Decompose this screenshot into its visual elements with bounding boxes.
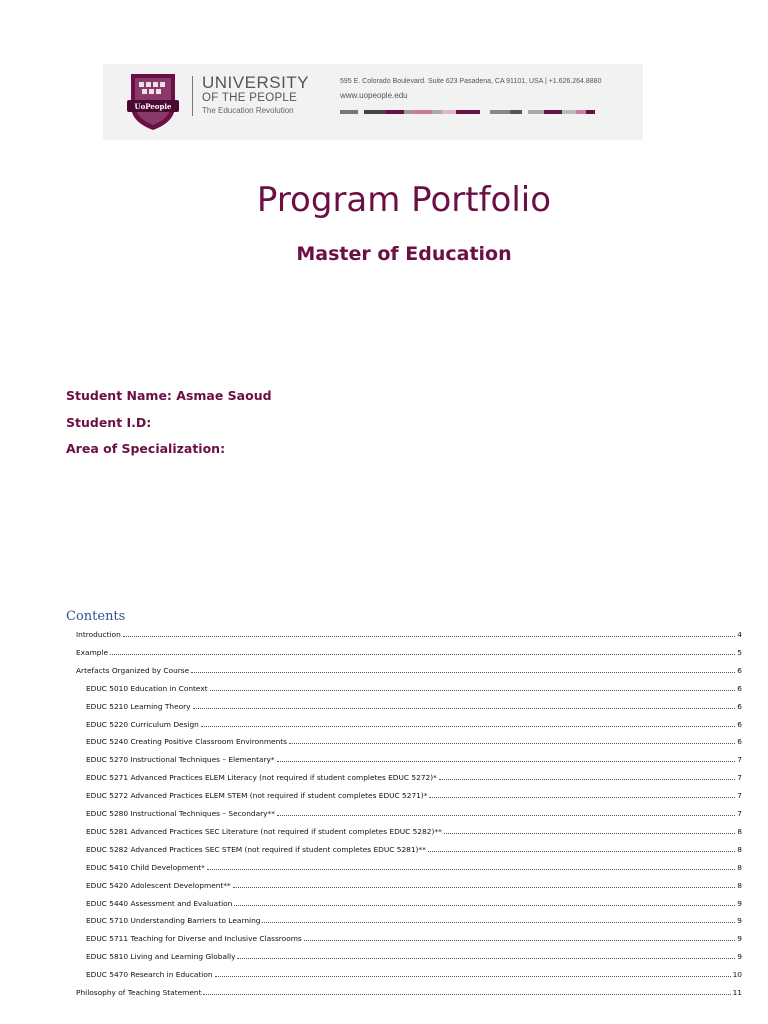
toc-dot-leader [428, 850, 735, 852]
toc-entry[interactable] [86, 840, 742, 854]
toc-entry-title: Example [76, 648, 109, 657]
toc-entry-title: EDUC 5270 Instructional Techniques – Elementary* [86, 755, 275, 764]
toc-entry[interactable] [86, 679, 742, 693]
toc-dot-leader [277, 760, 736, 762]
toc-page-number: 9 [737, 934, 742, 943]
toc-entry[interactable] [86, 786, 742, 800]
toc-entry[interactable] [86, 804, 742, 818]
toc-entry[interactable] [86, 768, 742, 782]
toc-entry-title: EDUC 5282 Advanced Practices SEC STEM (not required if student completes EDUC 5281)** [86, 845, 426, 854]
toc-entry[interactable] [86, 876, 742, 890]
toc-page-number: 9 [737, 916, 742, 925]
toc-page-number: 8 [737, 881, 742, 890]
toc-page-number: 8 [737, 863, 742, 872]
toc-page-number: 9 [737, 899, 742, 908]
toc-dot-leader [429, 796, 735, 798]
specialization-field: Area of Specialization: [66, 441, 226, 456]
toc-dot-leader [110, 653, 735, 655]
toc-entry-title: Philosophy of Teaching Statement [76, 988, 202, 997]
toc-entry-title: EDUC 5420 Adolescent Development** [86, 881, 231, 890]
toc-dot-leader [201, 725, 735, 727]
toc-dot-leader [304, 939, 736, 941]
toc-entry-title: EDUC 5711 Teaching for Diverse and Inclusive Classrooms [86, 934, 302, 943]
toc-page-number: 6 [737, 684, 742, 693]
letterhead-color-strip [340, 110, 615, 114]
toc-dot-leader [210, 689, 736, 691]
toc-page-number: 8 [737, 845, 742, 854]
toc-page-number: 11 [732, 988, 742, 997]
toc-dot-leader [237, 957, 735, 959]
contents-heading: Contents [66, 609, 126, 624]
toc-entry[interactable] [76, 661, 742, 675]
logo-divider [192, 76, 193, 116]
toc-entry-title: EDUC 5281 Advanced Practices SEC Literature (not required if student completes EDUC 5282)** [86, 827, 442, 836]
toc-entry[interactable] [86, 697, 742, 711]
toc-entry[interactable] [86, 715, 742, 729]
toc-page-number: 7 [737, 755, 742, 764]
toc-page-number: 7 [737, 791, 742, 800]
toc-dot-leader [191, 671, 735, 673]
toc-dot-leader [444, 832, 736, 834]
toc-entry-title: EDUC 5240 Creating Positive Classroom Environments [86, 737, 288, 746]
toc-entry[interactable] [76, 643, 742, 657]
university-tagline: The Education Revolution [202, 106, 294, 115]
toc-entry-title: EDUC 5210 Learning Theory [86, 702, 191, 711]
toc-entry-title: Introduction [76, 630, 121, 639]
toc-dot-leader [234, 904, 735, 906]
toc-entry-title: EDUC 5410 Child Development* [86, 863, 205, 872]
toc-entry[interactable] [86, 947, 742, 961]
toc-page-number: 10 [732, 970, 742, 979]
toc-entry-title: EDUC 5272 Advanced Practices ELEM STEM (not required if student completes EDUC 5271)* [86, 791, 428, 800]
toc-dot-leader [207, 868, 735, 870]
toc-entry-title: Artefacts Organized by Course [76, 666, 190, 675]
toc-dot-leader [277, 814, 735, 816]
seal-label: UoPeople [134, 102, 172, 111]
toc-dot-leader [203, 993, 730, 995]
toc-dot-leader [439, 778, 735, 780]
letterhead [103, 64, 643, 140]
toc-dot-leader [215, 975, 731, 977]
toc-entry[interactable] [86, 732, 742, 746]
toc-dot-leader [262, 921, 735, 923]
toc-page-number: 6 [737, 720, 742, 729]
uopeople-seal-logo [125, 70, 181, 132]
toc-entry[interactable] [86, 858, 742, 872]
toc-entry-title: EDUC 5271 Advanced Practices ELEM Literacy (not required if student completes EDUC 5272)* [86, 773, 437, 782]
document-title: Program Portfolio [256, 180, 552, 220]
toc-entry-title: EDUC 5280 Instructional Techniques – Secondary** [86, 809, 275, 818]
toc-page-number: 9 [737, 952, 742, 961]
toc-page-number: 5 [737, 648, 742, 657]
toc-page-number: 6 [737, 737, 742, 746]
toc-entry[interactable] [86, 822, 742, 836]
toc-entry-title: EDUC 5440 Assessment and Evaluation [86, 899, 233, 908]
toc-entry[interactable] [76, 983, 742, 997]
toc-entry-title: EDUC 5010 Education in Context [86, 684, 208, 693]
toc-entry[interactable] [86, 929, 742, 943]
letterhead-address: 595 E. Colorado Boulevard. Suite 623 Pasadena, CA 91101, USA | +1.626.264.8880 [340, 78, 602, 85]
university-name-line2: OF THE PEOPLE [202, 92, 298, 104]
toc-entry-title: EDUC 5710 Understanding Barriers to Learning [86, 916, 261, 925]
toc-entry[interactable] [86, 965, 742, 979]
toc-page-number: 4 [737, 630, 742, 639]
toc-entry-title: EDUC 5220 Curriculum Design [86, 720, 199, 729]
toc-entry[interactable] [86, 911, 742, 925]
toc-entry-title: EDUC 5470 Research in Education [86, 970, 213, 979]
toc-page-number: 6 [737, 702, 742, 711]
toc-dot-leader [289, 742, 735, 744]
toc-page-number: 7 [737, 773, 742, 782]
university-name: UNIVERSITY [202, 73, 310, 92]
toc-entry[interactable] [76, 625, 742, 639]
document-subtitle: Master of Education [296, 243, 512, 265]
student-id-field: Student I.D: [66, 415, 152, 430]
toc-page-number: 8 [737, 827, 742, 836]
toc-entry-title: EDUC 5810 Living and Learning Globally [86, 952, 236, 961]
toc-entry[interactable] [86, 750, 742, 764]
toc-dot-leader [193, 707, 736, 709]
toc-entry[interactable] [86, 894, 742, 908]
student-name-field: Student Name: Asmae Saoud [66, 388, 272, 403]
toc-page-number: 7 [737, 809, 742, 818]
letterhead-website: www.uopeople.edu [340, 91, 408, 100]
toc-dot-leader [123, 635, 736, 637]
toc-dot-leader [233, 886, 736, 888]
toc-page-number: 6 [737, 666, 742, 675]
